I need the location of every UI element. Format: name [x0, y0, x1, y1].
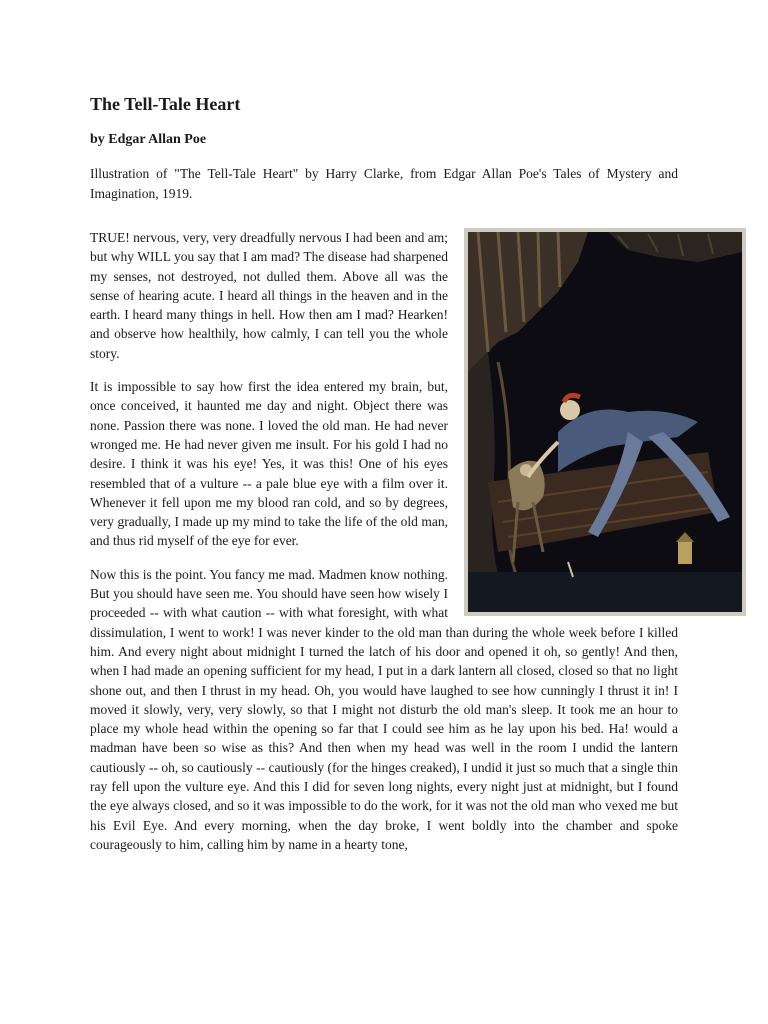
- illustration-image: [464, 228, 746, 616]
- story-body: [90, 228, 678, 854]
- illustration-caption: Illustration of "The Tell-Tale Heart" by Harry Clarke, from Edgar Allan Poe's Tales of Mystery and Imagination, 1919.: [90, 166, 678, 201]
- story-paragraph: It is impossible to say how first the idea entered my brain, but, once conceived, it haunted me day and night. Object there was none. Passion there was none. I loved the old man. He had never wronged me. He had never given me insult. For his gold I had no desire. I think it was his eye! Yes, it was this! One of his eyes resembled that of a vulture -- a pale blue eye with a film over it. Whenever it fell upon me my blood ran cold, and so by degrees, very gradually, I made up my mind to take the life of the old man, and thus rid myself of the eye for ever.: [90, 379, 448, 549]
- story-paragraph: Now this is the point. You fancy me mad. Madmen know nothing. But you should have seen me. You should have seen how wisely I proceeded -- with what caution -- with what foresight, with what dissimulation, I went to work! I was never kinder to the old man than during the whole week before I killed him. And every night about midnight I turned the latch of his door and opened it oh, so gently! And then, when I had made an opening sufficient for my head, I put in a dark lantern all closed, closed so that no light shone out, and then I thrust in my head. Oh, you would have laughed to see how cunningly I thrust it in! I moved it slowly, very, very slowly, so that I might not disturb the old man's sleep. It took me an hour to place my whole head within the opening so far that I could see him as he lay upon his bed. Ha! would a madman have been so wise as this? And then when my head was well in the room I undid the lantern cautiously -- oh, so cautiously -- cautiously (for the hinges creaked), I undid it just so much that a single thin ray fell upon the vulture eye. And this I did for seven long nights, every night just at midnight, but I found the eye always closed, and so it was impossible to do the work, for it was not the old man who vexed me but his Evil Eye. And every morning, when the day broke, I went boldly into the chamber and spoke courageously to him, calling him by name in a hearty tone,: [90, 566, 678, 852]
- tell-tale-heart-illustration: [468, 232, 742, 612]
- story-paragraph: TRUE! nervous, very, very dreadfully nervous I had been and am; but why WILL you say that I am mad? The disease had sharpened my senses, not destroyed, not dulled them. Above all was the sense of hearing acute. I heard all things in the heaven and in the earth. I heard many things in hell. How then am I mad? Hearken! and observe how healthily, how calmly, I can tell you the whole story.: [90, 230, 448, 361]
- document-page: [90, 92, 678, 868]
- page-title: The Tell-Tale Heart: [90, 94, 241, 114]
- author-byline: by Edgar Allan Poe: [90, 132, 207, 147]
